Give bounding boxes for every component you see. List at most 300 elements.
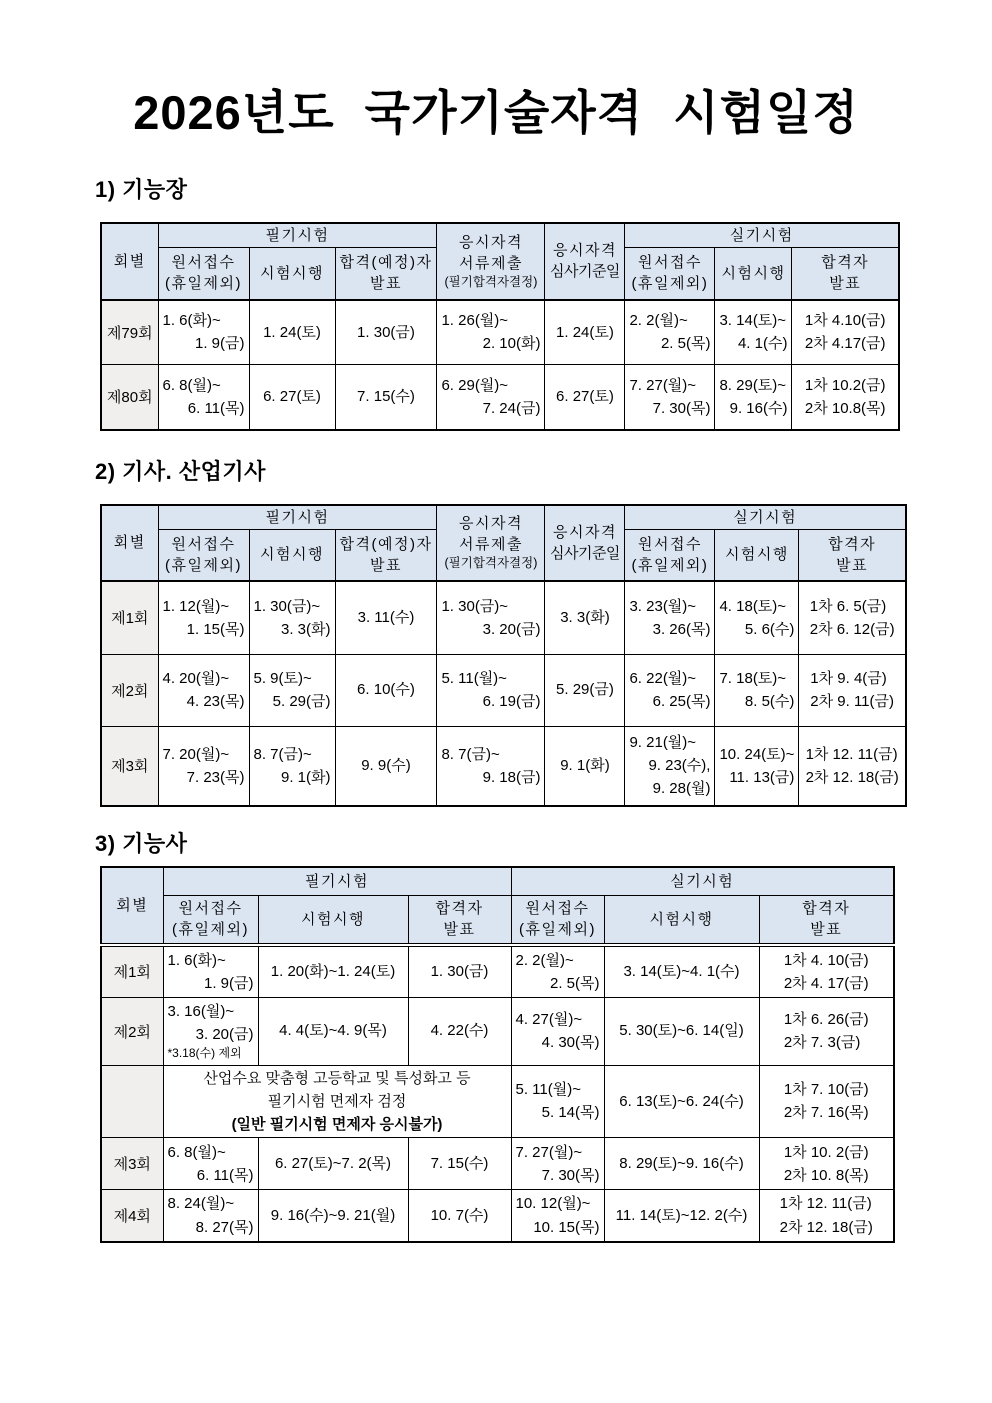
cell-line: 5. 9(토)~ xyxy=(253,669,312,687)
date-cell xyxy=(715,654,799,726)
cell-line: 1차 10. 2(금) xyxy=(783,1143,869,1161)
header-row xyxy=(101,867,894,895)
cell-line: 6. 27(토)~7. 2(목) xyxy=(274,1155,392,1173)
cell-line: 2차 12. 18(금) xyxy=(805,768,899,786)
cell-line: 2차 7. 16(목) xyxy=(783,1104,869,1122)
header-label: 회별 xyxy=(116,897,149,914)
cell-line: 9. 16(수)~9. 21(월) xyxy=(270,1206,396,1224)
date-cell xyxy=(759,1065,894,1138)
cell-line: 7. 18(토)~ xyxy=(719,669,787,687)
date-cell xyxy=(511,1065,604,1138)
header-cell xyxy=(625,529,715,581)
cell-line: 2차 6. 12(금) xyxy=(809,620,895,638)
cell-line: 7. 20(월)~ xyxy=(162,745,230,763)
table-row xyxy=(101,1190,894,1242)
table-row xyxy=(101,300,899,365)
cell-line: 10. 24(토)~ xyxy=(719,745,795,763)
cell-line: 7. 27(월)~ xyxy=(629,376,697,394)
table-row xyxy=(101,1138,894,1190)
cell-line: 1. 15(목) xyxy=(186,620,245,638)
cell-line: 1. 24(토) xyxy=(556,323,614,341)
section-1-heading: 1) 기능장 xyxy=(95,177,188,202)
header-label: 실기시험 xyxy=(729,227,794,244)
header-label: 응시자격 xyxy=(552,242,617,260)
pass-dates xyxy=(784,949,869,996)
row-label: 제80회 xyxy=(101,365,158,430)
row-label: 제3회 xyxy=(101,1138,163,1190)
header-label: 필기시험 xyxy=(305,872,369,890)
header-label: (휴일제외) xyxy=(172,921,249,939)
cell-line: 1차 9. 4(금) xyxy=(810,669,887,687)
cell-line: 5. 11(월)~ xyxy=(441,669,507,687)
cell-line: 2차 7. 3(금) xyxy=(783,1034,861,1051)
cell-line: 2. 2(월)~ xyxy=(515,951,574,969)
date-cell xyxy=(545,581,625,654)
header-cell xyxy=(759,895,894,945)
header-label: 원서접수 xyxy=(525,900,590,918)
header-label: 합격자 xyxy=(435,900,484,918)
date-cell xyxy=(437,654,545,726)
date-cell xyxy=(545,726,625,806)
header-cell xyxy=(408,895,511,945)
cell-line: 3. 3(화) xyxy=(560,609,610,627)
header-cell xyxy=(335,529,437,581)
pass-dates xyxy=(806,743,899,790)
date-cell xyxy=(163,1065,511,1138)
row-label: 제4회 xyxy=(101,1190,163,1242)
table-row xyxy=(101,1065,894,1138)
header-label: 서류제출 xyxy=(458,536,523,553)
table-row xyxy=(101,726,906,806)
date-cell xyxy=(545,365,625,430)
date-cell xyxy=(511,997,604,1065)
pass-dates xyxy=(805,309,886,356)
date-cell xyxy=(604,945,759,997)
header-row xyxy=(101,505,906,530)
header-cell xyxy=(604,895,759,945)
cell-line: 1차 7. 10(금) xyxy=(783,1081,869,1099)
crossed-out-cell xyxy=(101,1065,163,1138)
header-label: (휴일제외) xyxy=(631,275,709,293)
cell-line: 6. 19(금) xyxy=(482,693,541,710)
date-cell xyxy=(792,300,899,365)
header-cell xyxy=(625,505,906,530)
header-cell xyxy=(101,223,158,300)
date-cell xyxy=(604,1065,759,1138)
cell-line: 4. 30(목) xyxy=(541,1034,600,1051)
cell-line: 6. 27(토) xyxy=(263,388,321,406)
cell-line: 3. 20(금) xyxy=(482,620,541,638)
page-title: 2026년도 국가기술자격 시험일정 xyxy=(133,86,859,139)
header-label: 응시자격 xyxy=(458,515,523,532)
header-label: 필기시험 xyxy=(265,508,330,526)
cell-line: 1. 24(토) xyxy=(263,323,321,341)
date-cell xyxy=(511,945,604,997)
row-label: 제3회 xyxy=(101,726,158,806)
cell-line: 5. 29(금) xyxy=(272,693,331,710)
header-label: 원서접수 xyxy=(637,254,702,272)
cell-line: 8. 7(금)~ xyxy=(441,745,500,763)
header-label: 합격자 xyxy=(802,900,851,918)
cell-line: 7. 30(목) xyxy=(541,1166,600,1184)
date-cell xyxy=(258,1138,408,1190)
header-label: 실기시험 xyxy=(733,508,798,526)
date-cell xyxy=(625,581,715,654)
header-label: 발표 xyxy=(810,921,843,939)
date-cell xyxy=(437,581,545,654)
date-cell xyxy=(799,726,906,806)
date-cell xyxy=(335,654,437,726)
header-row xyxy=(101,895,894,945)
cell-line: 6. 8(월)~ xyxy=(162,376,221,394)
header-label: 원서접수 xyxy=(178,900,243,918)
date-cell xyxy=(604,997,759,1065)
header-cell xyxy=(158,505,437,530)
header-label: 응시자격 xyxy=(552,523,617,541)
master-craftsman-table xyxy=(100,222,900,431)
cell-line: 4. 4(토)~4. 9(목) xyxy=(279,1022,387,1040)
section-engineer-industrial-engineer xyxy=(0,455,992,808)
header-label: 시험시행 xyxy=(724,546,789,564)
cell-line: 6. 25(목) xyxy=(652,693,711,710)
date-cell xyxy=(625,365,715,430)
cell-line: 4. 18(토)~ xyxy=(719,597,787,615)
cell-line: 2차 9. 11(금) xyxy=(810,693,895,710)
cell-line: 7. 15(수) xyxy=(430,1155,489,1173)
header-label: 합격자 xyxy=(821,254,870,272)
cell-line: 9. 1(화) xyxy=(281,768,331,786)
header-cell xyxy=(715,248,792,300)
date-cell xyxy=(249,300,335,365)
table-row xyxy=(101,365,899,430)
cell-line: 5. 14(목) xyxy=(541,1104,600,1122)
row-label: 제79회 xyxy=(101,300,158,365)
date-cell xyxy=(437,300,545,365)
cell-line: 9. 18(금) xyxy=(482,768,541,786)
cell-line: 8. 5(수) xyxy=(744,693,795,710)
cell-line: 6. 11(목) xyxy=(187,399,245,417)
cell-line: 3. 11(수) xyxy=(357,609,415,627)
header-label: 합격자 xyxy=(828,535,877,553)
cell-line: 7. 27(월)~ xyxy=(515,1143,583,1161)
date-cell xyxy=(759,1190,894,1242)
cell-line: 5. 30(토)~6. 14(일) xyxy=(619,1022,744,1040)
header-cell xyxy=(335,248,437,300)
cell-line: 3. 26(목) xyxy=(652,620,711,638)
section-3-heading: 3) 기능사 xyxy=(95,831,188,856)
row-label: 제2회 xyxy=(101,654,158,726)
date-cell xyxy=(799,581,906,654)
date-cell xyxy=(604,1138,759,1190)
header-cell xyxy=(158,248,249,300)
date-cell xyxy=(759,1138,894,1190)
date-cell xyxy=(158,365,249,430)
header-label: 회별 xyxy=(113,252,146,270)
cell-line: 10. 7(수) xyxy=(430,1206,489,1224)
cell-line: 3. 14(토)~ xyxy=(719,312,787,329)
table-row xyxy=(101,581,906,654)
cell-line: 4. 20(월)~ xyxy=(162,669,230,687)
cell-line: 5. 29(금) xyxy=(556,681,614,699)
header-label: (필기합격자결정) xyxy=(444,556,538,570)
date-cell xyxy=(437,365,545,430)
pass-dates xyxy=(780,1192,873,1239)
header-label: 발표 xyxy=(829,275,862,293)
date-cell xyxy=(715,365,792,430)
date-cell xyxy=(604,1190,759,1242)
cell-line: 1차 10.2(금) xyxy=(804,376,886,394)
header-cell xyxy=(101,867,163,945)
date-cell xyxy=(511,1190,604,1242)
date-cell xyxy=(759,945,894,997)
header-label: 합격(예정)자 xyxy=(339,254,433,272)
cell-line: 4. 23(목) xyxy=(186,693,245,710)
header-cell xyxy=(545,505,625,582)
cell-line: 9. 23(수), xyxy=(648,757,711,775)
header-label: 시험시행 xyxy=(260,546,324,564)
cell-line: 1. 30(금)~ xyxy=(441,597,509,615)
header-label: (휴일제외) xyxy=(165,275,242,293)
date-cell xyxy=(163,1138,258,1190)
pass-dates xyxy=(784,1141,869,1188)
cell-line: 1. 30(금)~ xyxy=(253,597,321,615)
header-label: (휴일제외) xyxy=(519,921,596,939)
cell-line: 1. 6(화)~ xyxy=(167,951,226,969)
engineer-table-area xyxy=(100,504,992,808)
header-label: 심사기준일 xyxy=(549,263,620,281)
date-cell xyxy=(249,365,335,430)
header-label: 발표 xyxy=(836,556,869,574)
date-cell xyxy=(759,997,894,1065)
cell-line: 7. 24(금) xyxy=(482,399,541,417)
table-row xyxy=(101,945,894,997)
cell-line: 2차 4. 17(금) xyxy=(783,974,869,992)
cell-line: 2차 10.8(목) xyxy=(804,399,886,417)
cell-line: 6. 27(토) xyxy=(556,388,614,406)
header-cell xyxy=(158,223,437,248)
header-cell xyxy=(163,867,511,895)
cell-line: 1. 30(금) xyxy=(430,963,489,981)
section-craftsman xyxy=(0,827,992,1243)
cell-line: 10. 12(월)~ xyxy=(515,1195,591,1213)
cell-line: 1. 12(월)~ xyxy=(162,597,230,615)
header-label: 시험시행 xyxy=(301,910,365,928)
pass-dates xyxy=(784,1008,869,1055)
cell-line: 6. 11(목) xyxy=(196,1166,254,1184)
date-cell xyxy=(335,365,437,430)
pass-dates xyxy=(810,667,894,714)
cell-line: 5. 11(월)~ xyxy=(515,1081,581,1099)
cell-line: 9. 21(월)~ xyxy=(629,733,697,751)
cell-line: 6. 10(수) xyxy=(357,681,415,699)
cell-line: 2. 5(목) xyxy=(550,974,600,992)
header-label: 시험시행 xyxy=(649,910,714,928)
cell-line: 3. 16(월)~ xyxy=(167,1002,235,1020)
header-cell xyxy=(625,248,715,300)
cell-line: 1. 20(화)~1. 24(토) xyxy=(270,963,396,981)
date-cell xyxy=(163,1190,258,1242)
cell-line: 2차 10. 8(목) xyxy=(783,1166,869,1184)
cell-line: 8. 24(월)~ xyxy=(167,1195,235,1213)
cell-line: 1. 6(화)~ xyxy=(162,312,221,329)
cell-line: 8. 29(토)~ xyxy=(719,376,787,394)
date-cell xyxy=(715,581,799,654)
cell-line: 9. 16(수) xyxy=(729,399,788,417)
cell-line: 2차 4.17(금) xyxy=(804,335,886,353)
header-cell xyxy=(249,529,335,581)
header-cell xyxy=(437,505,545,582)
header-label: 심사기준일 xyxy=(549,544,620,562)
header-label: 서류제출 xyxy=(458,254,523,272)
cell-line: (일반 필기시험 면제자 응시불가) xyxy=(231,1116,443,1133)
cell-line: 7. 23(목) xyxy=(186,768,245,786)
cell-line: 4. 22(수) xyxy=(430,1022,489,1040)
date-cell xyxy=(249,581,335,654)
cell-line: 1. 9(금) xyxy=(195,335,245,353)
header-cell xyxy=(545,223,625,300)
header-cell xyxy=(511,895,604,945)
date-cell xyxy=(158,654,249,726)
cell-line: 1차 6. 26(금) xyxy=(783,1010,869,1028)
cell-line: 6. 29(월)~ xyxy=(441,376,509,394)
cell-line: 1차 12. 11(금) xyxy=(779,1195,872,1213)
cell-line: 11. 14(토)~12. 2(수) xyxy=(615,1206,748,1224)
date-cell xyxy=(163,997,258,1065)
cell-line: 2차 12. 18(금) xyxy=(779,1218,873,1236)
header-label: 합격(예정)자 xyxy=(339,535,433,553)
cell-line: 6. 8(월)~ xyxy=(167,1143,226,1161)
header-row xyxy=(101,223,899,248)
header-cell xyxy=(625,223,899,248)
date-cell xyxy=(625,654,715,726)
table-row xyxy=(101,997,894,1065)
header-label: (휴일제외) xyxy=(165,556,242,574)
date-cell xyxy=(158,726,249,806)
header-label: 원서접수 xyxy=(637,535,702,553)
cell-line: 5. 6(수) xyxy=(744,620,795,638)
cell-line: 8. 29(토)~9. 16(수) xyxy=(619,1155,744,1173)
header-cell xyxy=(249,248,335,300)
cell-line: 2. 2(월)~ xyxy=(629,312,688,329)
header-label: (휴일제외) xyxy=(631,556,709,574)
cell-line: 1차 12. 11(금) xyxy=(805,745,898,763)
date-cell xyxy=(545,300,625,365)
cell-line: 6. 13(토)~6. 24(수) xyxy=(619,1092,744,1110)
header-cell xyxy=(158,529,249,581)
section-master-craftsman xyxy=(0,173,992,431)
cell-line: 3. 3(화) xyxy=(281,620,331,638)
date-cell xyxy=(258,997,408,1065)
header-label: 필기시험 xyxy=(265,227,330,244)
date-cell xyxy=(158,300,249,365)
cell-line: 1. 9(금) xyxy=(204,974,254,992)
date-cell xyxy=(408,945,511,997)
cell-line: 3. 23(월)~ xyxy=(629,597,697,615)
cell-line: 11. 13(금) xyxy=(729,768,795,786)
date-cell xyxy=(511,1138,604,1190)
header-cell xyxy=(511,867,894,895)
date-cell xyxy=(437,726,545,806)
cell-line: 4. 1(수) xyxy=(737,335,788,353)
cell-line: 6. 22(월)~ xyxy=(629,669,697,687)
section-2-heading: 2) 기사. 산업기사 xyxy=(95,458,266,484)
master-craftsman-table-area xyxy=(100,222,992,431)
header-label: 발표 xyxy=(369,275,402,293)
cell-line: 1차 6. 5(금) xyxy=(809,597,887,615)
date-cell xyxy=(335,300,437,365)
cell-line: 4. 27(월)~ xyxy=(515,1010,583,1028)
cell-line: 8. 7(금)~ xyxy=(253,745,312,763)
cell-line: 10. 15(목) xyxy=(533,1218,600,1236)
cell-line: 7. 15(수) xyxy=(357,388,415,406)
row-label: 제2회 xyxy=(101,997,163,1065)
header-cell xyxy=(101,505,158,582)
date-cell xyxy=(258,945,408,997)
pass-dates xyxy=(810,595,895,642)
exclusion-note: *3.18(수) 제외 xyxy=(167,1046,242,1061)
craftsman-table xyxy=(100,866,895,1243)
date-cell xyxy=(799,654,906,726)
cell-line: 3. 20(금) xyxy=(195,1026,254,1044)
cell-line: 7. 30(목) xyxy=(652,399,711,417)
cell-line: 필기시험 면제자 검정 xyxy=(267,1092,407,1110)
header-label: 회별 xyxy=(113,534,146,552)
date-cell xyxy=(408,1190,511,1242)
date-cell xyxy=(249,654,335,726)
header-label: 원서접수 xyxy=(171,535,236,553)
cell-line: 1. 30(금) xyxy=(357,323,415,341)
cell-line: 2. 5(목) xyxy=(660,335,711,353)
header-label: 발표 xyxy=(369,556,402,574)
date-cell xyxy=(249,726,335,806)
header-cell xyxy=(799,529,906,581)
cell-line: 1. 26(월)~ xyxy=(441,312,509,329)
header-label: 실기시험 xyxy=(670,872,735,890)
date-cell xyxy=(258,1190,408,1242)
date-cell xyxy=(335,581,437,654)
header-label: 원서접수 xyxy=(171,254,236,272)
date-cell xyxy=(408,997,511,1065)
header-label: 응시자격 xyxy=(458,233,523,251)
date-cell xyxy=(163,945,258,997)
row-label: 제1회 xyxy=(101,945,163,997)
date-cell xyxy=(625,300,715,365)
date-cell xyxy=(335,726,437,806)
cell-line: 9. 1(화) xyxy=(560,757,610,775)
craftsman-table-area xyxy=(100,866,992,1243)
cell-line: 8. 27(목) xyxy=(195,1218,254,1236)
cell-line: 1차 4.10(금) xyxy=(804,312,886,329)
cell-line: 9. 28(월) xyxy=(652,780,711,798)
row-label: 제1회 xyxy=(101,581,158,654)
pass-dates xyxy=(805,374,886,421)
date-cell xyxy=(625,726,715,806)
header-cell xyxy=(437,223,545,300)
pass-dates xyxy=(784,1078,869,1125)
cell-line: 3. 14(토)~4. 1(수) xyxy=(623,963,740,981)
cell-line: 1차 4. 10(금) xyxy=(783,951,869,969)
header-label: 시험시행 xyxy=(260,264,324,282)
date-cell xyxy=(158,581,249,654)
header-cell xyxy=(258,895,408,945)
date-cell xyxy=(715,726,799,806)
cell-line: 2. 10(화) xyxy=(482,335,541,353)
cell-line: 9. 9(수) xyxy=(361,757,411,775)
header-label: 발표 xyxy=(443,921,476,939)
header-cell xyxy=(792,248,899,300)
date-cell xyxy=(545,654,625,726)
table-row xyxy=(101,654,906,726)
